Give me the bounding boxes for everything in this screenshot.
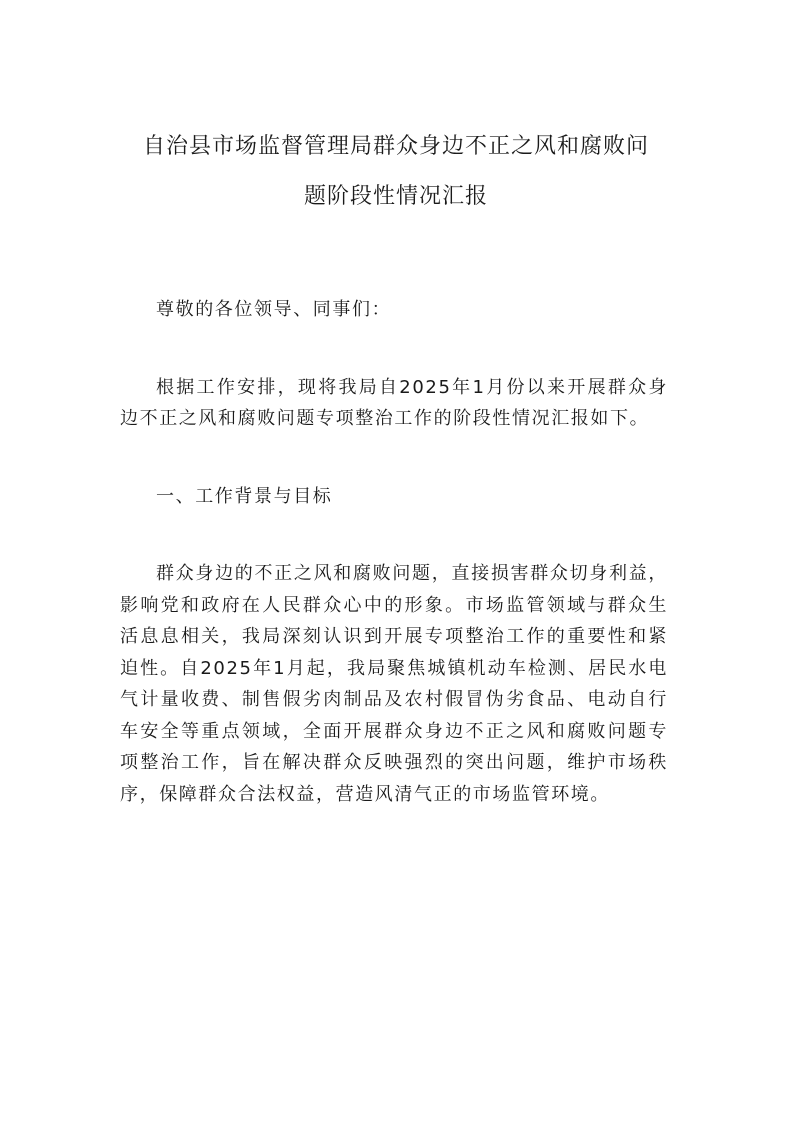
greeting-paragraph: 尊敬的各位领导、同事们： [156,299,392,320]
document-title: 自治县市场监督管理局群众身边不正之风和腐败问题阶段性情况汇报 [142,134,649,209]
intro-paragraph: 根据工作安排，现将我局自2025年1月份以来开展群众身边不正之风和腐败问题专项整治工作的阶段性情况汇报如下。 [120,376,668,429]
section-heading: 一、工作背景与目标 [156,485,333,507]
section-body-paragraph: 群众身边的不正之风和腐败问题，直接损害群众切身利益，影响党和政府在人民群众心中的形象。市场监管领域与群众生活息息相关，我局深刻认识到开展专项整治工作的重要性和紧迫性。自2025年1月起，我局聚焦城镇机动车检测、居民水电气计量收费、制售假劣肉制品及农村假冒伪劣食品、电动自行车安全等重点领域，全面开展群众身边不正之风和腐败问题专项整治工作，旨在解决群众反映强烈的突出问题，维护市场秩序，保障群众合法权益，营造风清气正的市场监管环境。 [120,563,668,805]
